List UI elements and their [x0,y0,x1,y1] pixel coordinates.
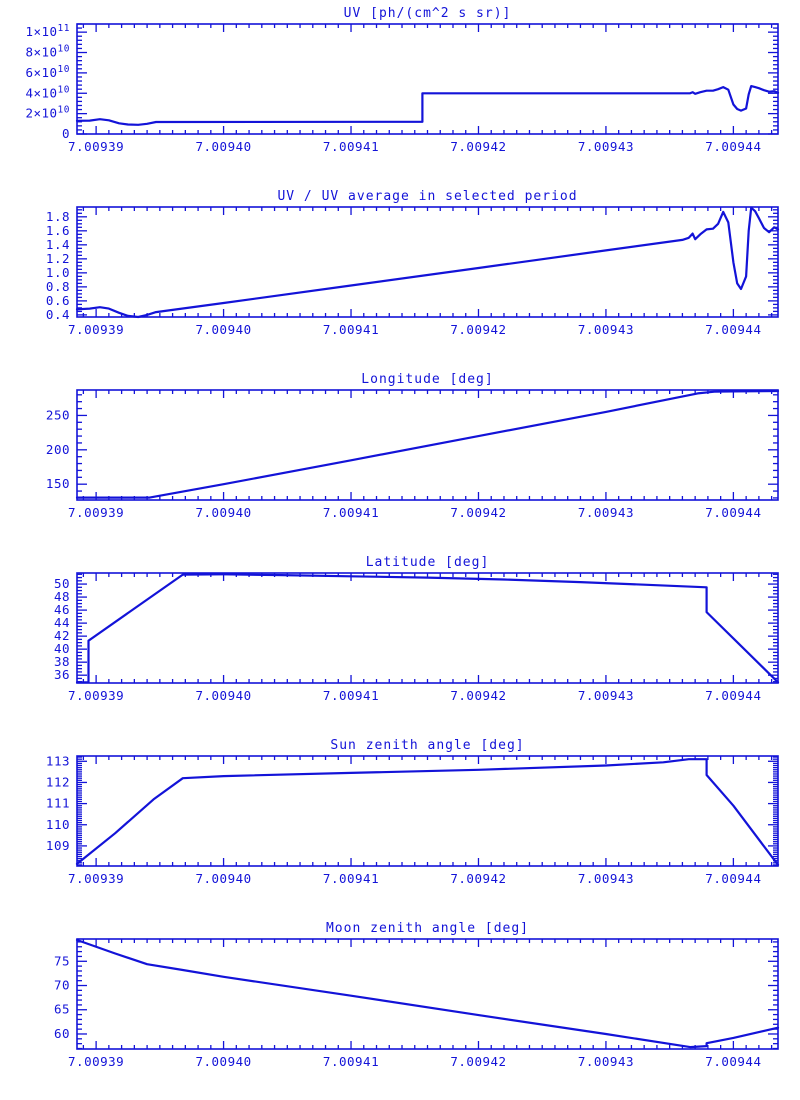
svg-text:44: 44 [53,615,70,631]
svg-text:7.00943: 7.00943 [577,1054,635,1069]
panel-uv-ratio [0,183,800,366]
svg-text:8×1010: $8\times 10^{10}$ [25,43,70,60]
svg-text:250: 250 [45,407,70,423]
svg-text:1.6: 1.6 [45,222,70,238]
svg-text:111: 111 [45,795,70,811]
svg-text:50: 50 [53,576,70,592]
svg-text:7.00942: 7.00942 [450,139,507,154]
svg-text:46: 46 [53,602,70,618]
sun-zenith-chart [0,732,800,915]
uv-chart [0,0,800,183]
svg-text:7.00939: 7.00939 [68,139,125,154]
svg-text:0: 0 [61,126,70,141]
svg-text:7.00941: 7.00941 [322,688,380,703]
svg-text:7.00941: 7.00941 [322,139,380,154]
svg-text:1.0: 1.0 [45,264,70,280]
longitude-chart-title: Longitude [deg] [361,372,494,387]
svg-text:7.00943: 7.00943 [577,139,635,154]
svg-text:7.00939: 7.00939 [68,505,125,520]
panel-longitude [0,366,800,549]
svg-text:7.00944: 7.00944 [705,688,762,703]
svg-text:7.00943: 7.00943 [577,505,635,520]
svg-text:200: 200 [45,441,70,457]
svg-text:65: 65 [53,1001,70,1017]
uv-chart-title: UV [ph/(cm^2 s sr)] [343,6,512,21]
svg-text:0.6: 0.6 [45,292,70,308]
svg-text:7.00940: 7.00940 [195,688,252,703]
svg-text:7.00940: 7.00940 [195,1054,252,1069]
svg-text:38: 38 [53,654,70,670]
svg-text:7.00941: 7.00941 [322,1054,380,1069]
svg-text:7.00944: 7.00944 [705,139,762,154]
svg-text:7.00942: 7.00942 [450,505,507,520]
svg-text:2×1010: $2\times 10^{10}$ [25,104,70,121]
svg-text:7.00940: 7.00940 [195,322,252,337]
svg-text:7.00939: 7.00939 [68,688,125,703]
moon-zenith-chart [0,915,800,1098]
svg-text:4×1010: $4\times 10^{10}$ [25,84,70,101]
svg-text:7.00942: 7.00942 [450,688,507,703]
svg-text:7.00941: 7.00941 [322,322,380,337]
svg-text:7.00942: 7.00942 [450,871,507,886]
svg-text:42: 42 [53,628,70,644]
svg-text:1.8: 1.8 [45,208,70,224]
svg-text:7.00944: 7.00944 [705,322,762,337]
svg-text:36: 36 [53,667,70,683]
svg-text:7.00940: 7.00940 [195,871,252,886]
svg-text:7.00942: 7.00942 [450,322,507,337]
svg-text:113: 113 [45,753,70,769]
svg-text:7.00941: 7.00941 [322,871,380,886]
latitude-chart-title: Latitude [deg] [365,555,490,570]
panel-sun-zenith [0,732,800,915]
panel-latitude [0,549,800,732]
uv-ratio-chart-title: UV / UV average in selected period [277,189,578,204]
svg-text:40: 40 [53,641,70,657]
svg-text:110: 110 [45,816,70,832]
svg-text:7.00944: 7.00944 [705,1054,762,1069]
svg-text:7.00939: 7.00939 [68,1054,125,1069]
svg-text:60: 60 [53,1025,70,1041]
panel-moon-zenith [0,915,800,1098]
svg-text:7.00944: 7.00944 [705,505,762,520]
svg-text:7.00939: 7.00939 [68,322,125,337]
svg-text:48: 48 [53,589,70,605]
panel-uv [0,0,800,183]
svg-text:75: 75 [53,953,70,969]
svg-text:150: 150 [45,476,70,492]
svg-text:109: 109 [45,837,70,853]
moon-zenith-chart-title: Moon zenith angle [deg] [325,921,529,936]
svg-text:0.8: 0.8 [45,278,70,294]
uv-ratio-chart [0,183,800,366]
svg-text:7.00943: 7.00943 [577,688,635,703]
longitude-chart [0,366,800,549]
svg-text:7.00944: 7.00944 [705,871,762,886]
svg-text:7.00940: 7.00940 [195,139,252,154]
svg-text:1.2: 1.2 [45,250,70,266]
svg-text:70: 70 [53,977,70,993]
svg-text:1.4: 1.4 [45,236,70,252]
svg-text:1×1011: $1\times 10^{11}$ [25,23,70,40]
latitude-chart [0,549,800,732]
svg-text:0.4: 0.4 [45,306,70,322]
sun-zenith-chart-title: Sun zenith angle [deg] [330,738,525,753]
svg-text:7.00942: 7.00942 [450,1054,507,1069]
svg-text:7.00943: 7.00943 [577,871,635,886]
svg-text:7.00941: 7.00941 [322,505,380,520]
svg-text:7.00943: 7.00943 [577,322,635,337]
svg-text:7.00939: 7.00939 [68,871,125,886]
svg-text:7.00940: 7.00940 [195,505,252,520]
svg-text:6×1010: $6\times 10^{10}$ [25,63,70,80]
svg-text:112: 112 [45,774,70,790]
